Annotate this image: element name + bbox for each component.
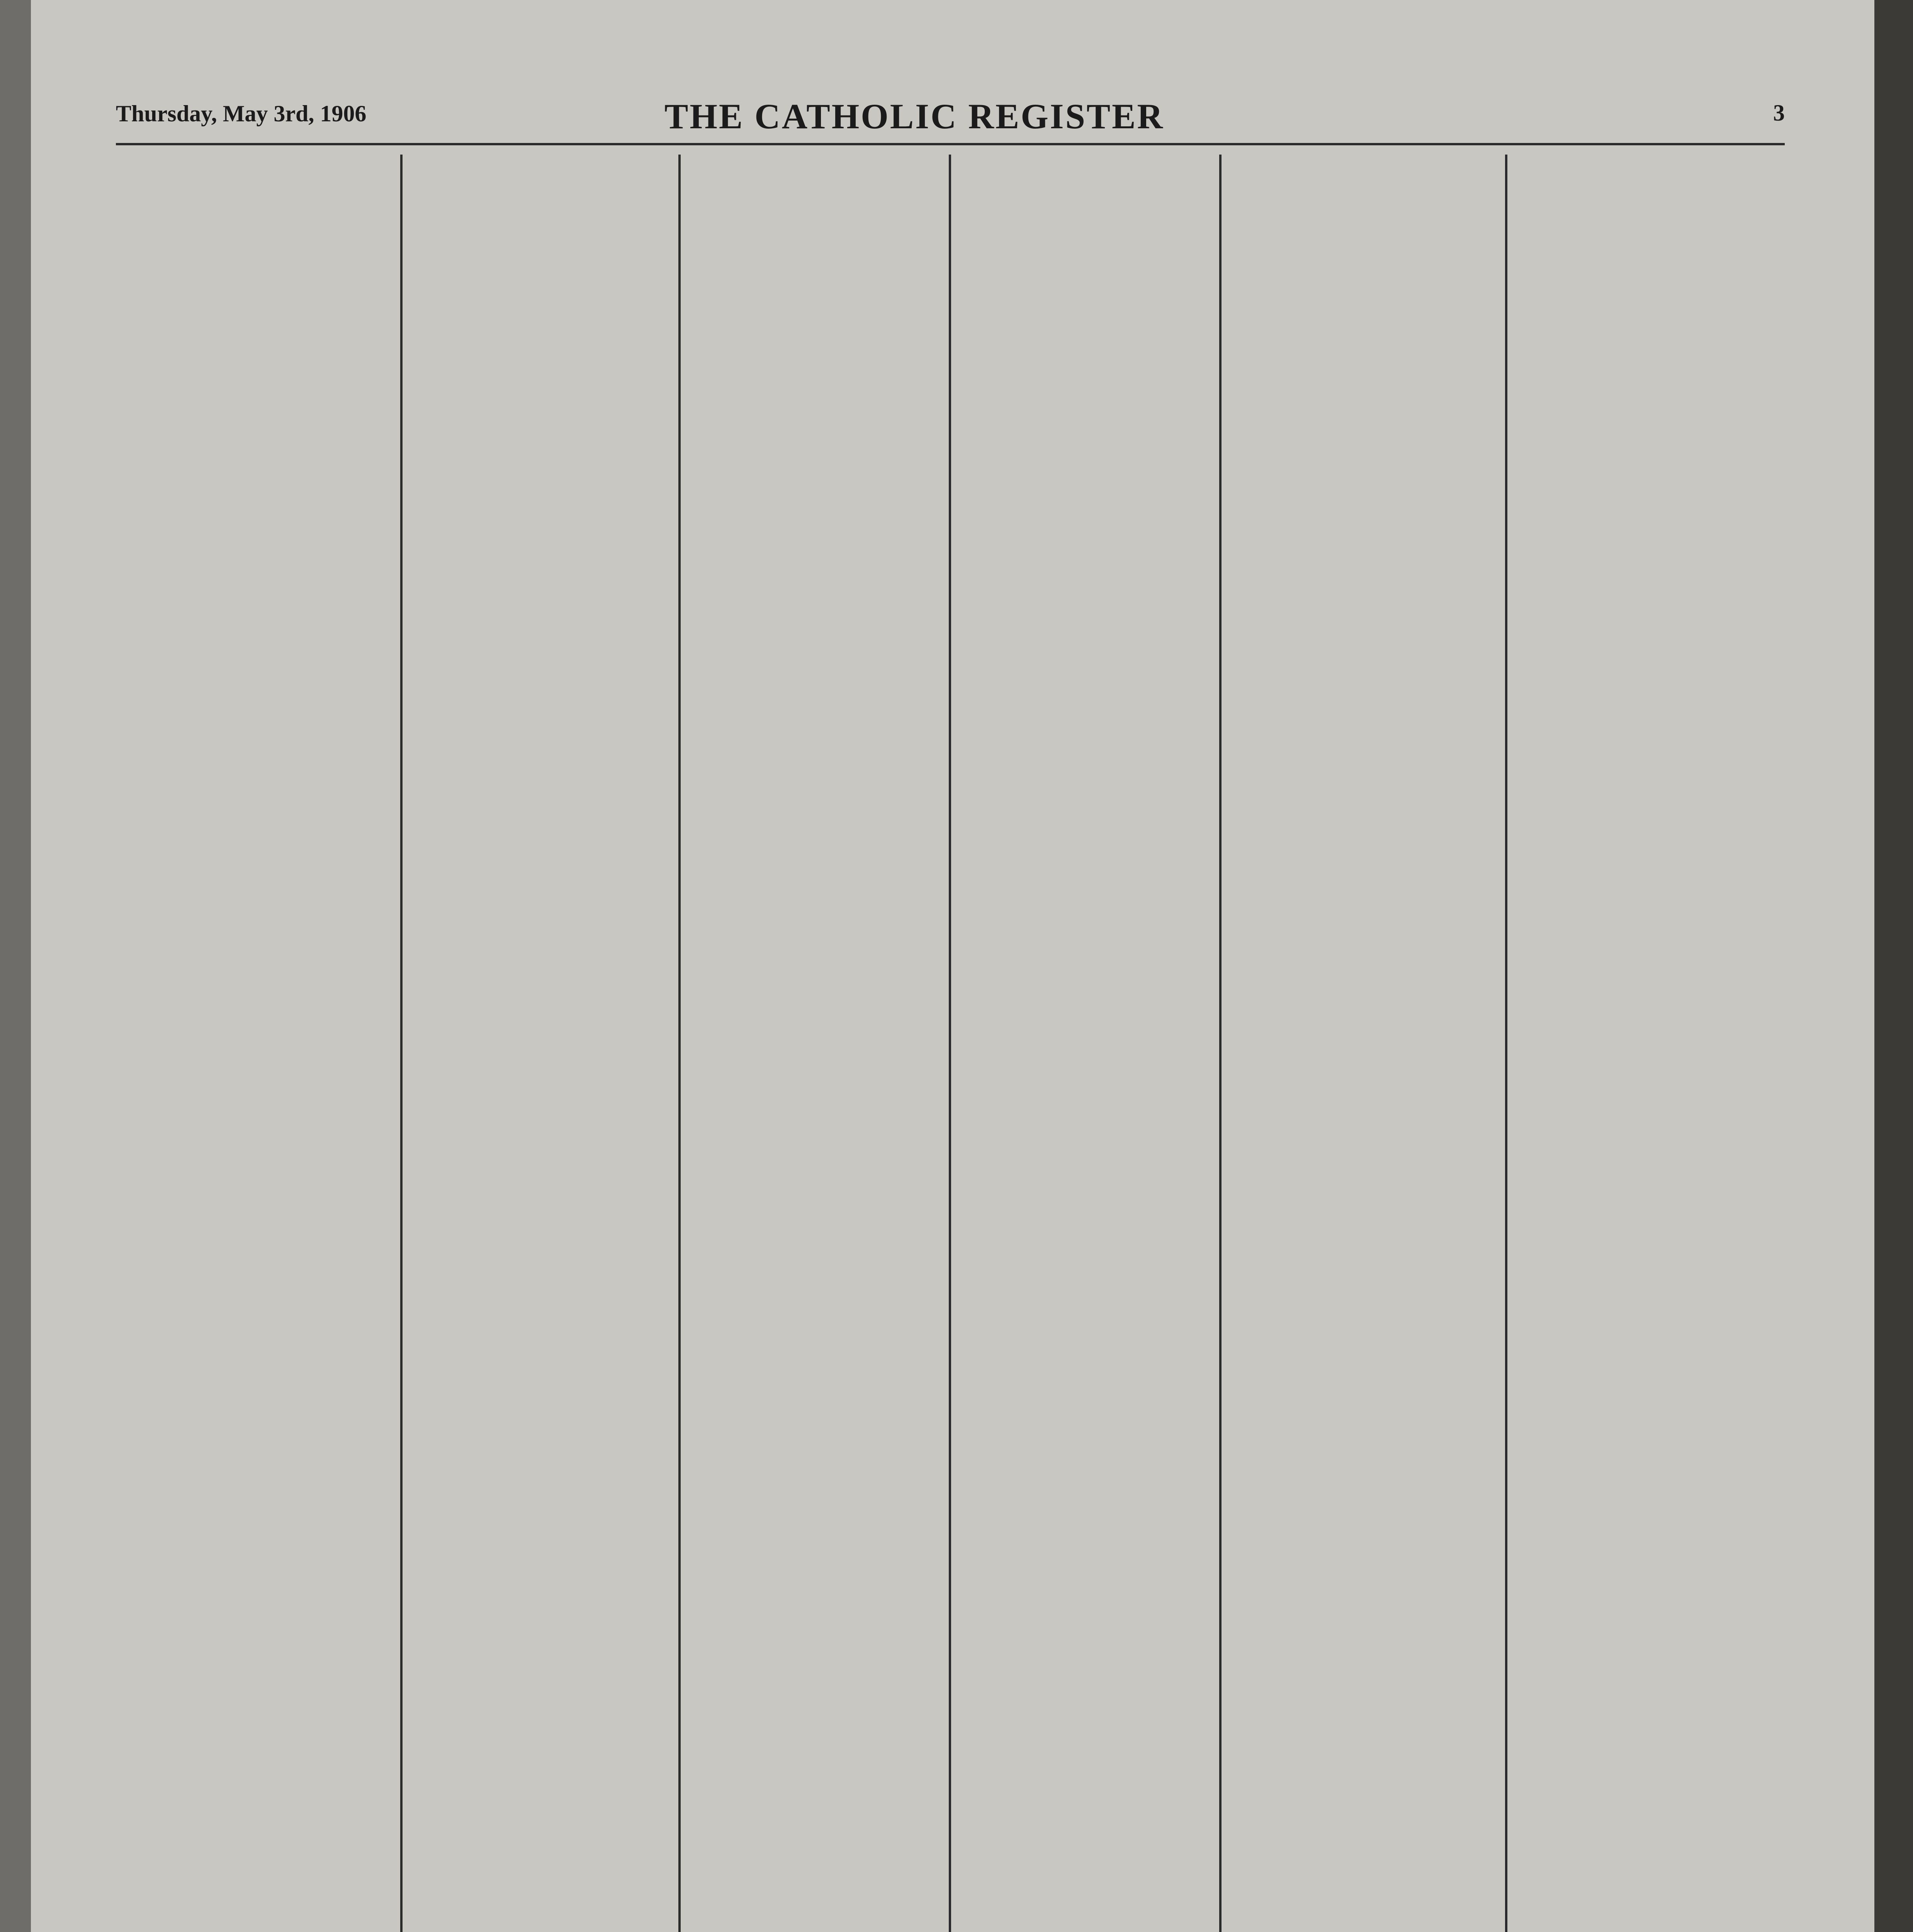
column-2 <box>402 155 680 1932</box>
column-4 <box>950 155 1221 1932</box>
column-separator <box>1219 155 1222 1932</box>
column-separator <box>400 155 403 1932</box>
page-number: 3 <box>1773 100 1785 126</box>
issue-date: Thursday, May 3rd, 1906 <box>116 101 367 126</box>
newspaper-title: THE CATHOLIC REGISTER <box>664 97 1164 136</box>
column-1 <box>116 155 402 1932</box>
column-separator <box>1505 155 1507 1932</box>
column-separator <box>949 155 951 1932</box>
masthead-rule <box>116 143 1785 145</box>
page-right-edge <box>1874 0 1913 1932</box>
page-left-edge <box>0 0 31 1932</box>
column-6 <box>1507 155 1785 1932</box>
masthead <box>116 93 1785 147</box>
column-3 <box>680 155 950 1932</box>
column-5 <box>1221 155 1507 1932</box>
column-separator <box>678 155 681 1932</box>
